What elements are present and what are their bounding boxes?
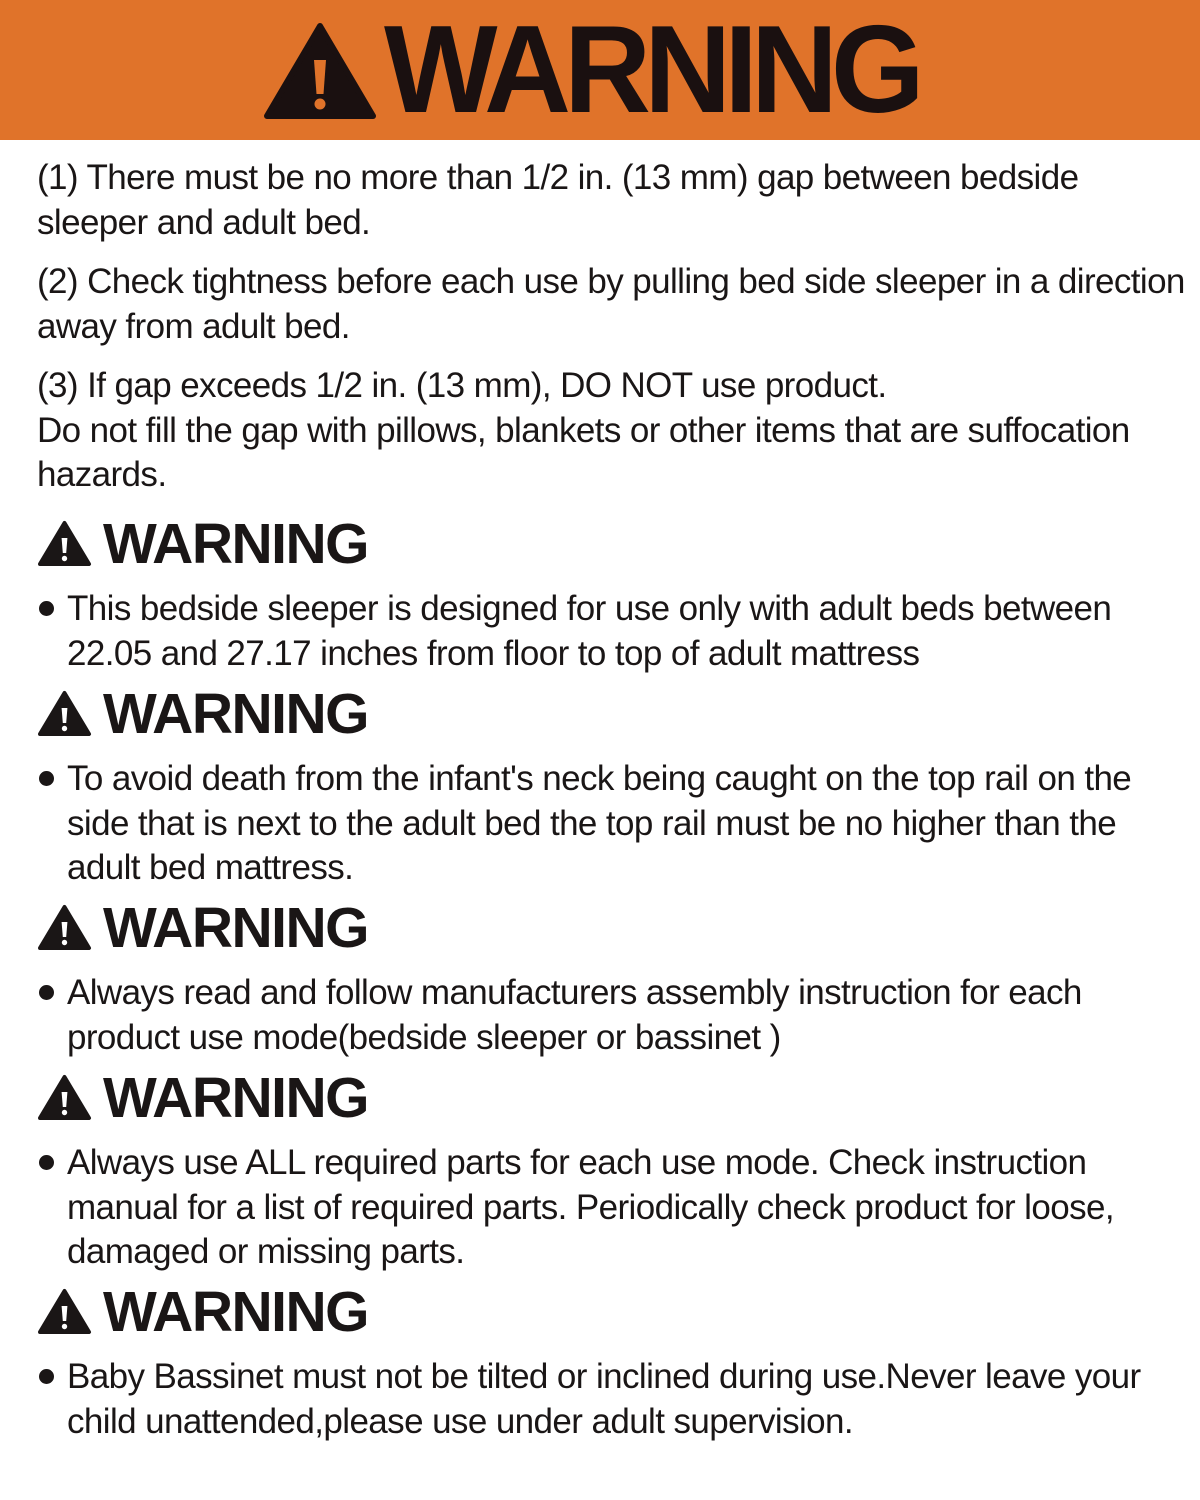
banner-title: WARNING [384, 1, 918, 139]
warning-triangle-icon [37, 520, 92, 567]
warning-triangle-icon [37, 1074, 92, 1121]
intro-instructions [37, 156, 1187, 513]
warning-text: Always read and follow manufacturers assembly instruction for each product use mode(bedside sleeper or bassinet ) [37, 971, 1187, 1060]
warning-section-2 [37, 683, 1187, 891]
bullet-icon [39, 601, 54, 616]
instruction-1: (1) There must be no more than 1/2 in. (13 mm) gap between bedside sleeper and adult bed. [37, 158, 1079, 242]
warning-text: Baby Bassinet must not be tilted or inclined during use.Never leave your child unattended,please use under adult supervision. [37, 1355, 1187, 1444]
bullet-icon [39, 1155, 54, 1170]
warning-triangle-icon [37, 1288, 92, 1335]
warning-triangle-icon [263, 22, 377, 120]
warning-triangle-icon [37, 904, 92, 951]
warning-title: WARNING [103, 512, 368, 576]
warning-text: Always use ALL required parts for each use mode. Check instruction manual for a list of required parts. Periodically check product for loose, damaged or missing parts. [37, 1141, 1187, 1275]
warning-section-5 [37, 1281, 1187, 1444]
warning-text: This bedside sleeper is designed for use only with adult beds between 22.05 and 27.17 inches from floor to top of adult mattress [37, 587, 1187, 676]
bullet-icon [39, 1369, 54, 1384]
warning-section-1 [37, 513, 1187, 676]
warning-title: WARNING [103, 1280, 368, 1344]
warning-section-3 [37, 897, 1187, 1060]
warning-title: WARNING [103, 1066, 368, 1130]
instruction-3: (3) If gap exceeds 1/2 in. (13 mm), DO NOT use product. [37, 366, 887, 405]
instruction-2: (2) Check tightness before each use by pulling bed side sleeper in a direction away from adult bed. [37, 262, 1185, 346]
bullet-icon [39, 771, 54, 786]
warning-triangle-icon [37, 690, 92, 737]
warning-title: WARNING [103, 896, 368, 960]
warning-text: To avoid death from the infant's neck being caught on the top rail on the side that is next to the adult bed the top rail must be no higher than the adult bed mattress. [37, 757, 1187, 891]
warning-banner [0, 0, 1200, 140]
bullet-icon [39, 985, 54, 1000]
instruction-3-note: Do not fill the gap with pillows, blankets or other items that are suffocation hazards. [37, 410, 1130, 494]
warning-title: WARNING [103, 682, 368, 746]
warning-section-4 [37, 1067, 1187, 1275]
